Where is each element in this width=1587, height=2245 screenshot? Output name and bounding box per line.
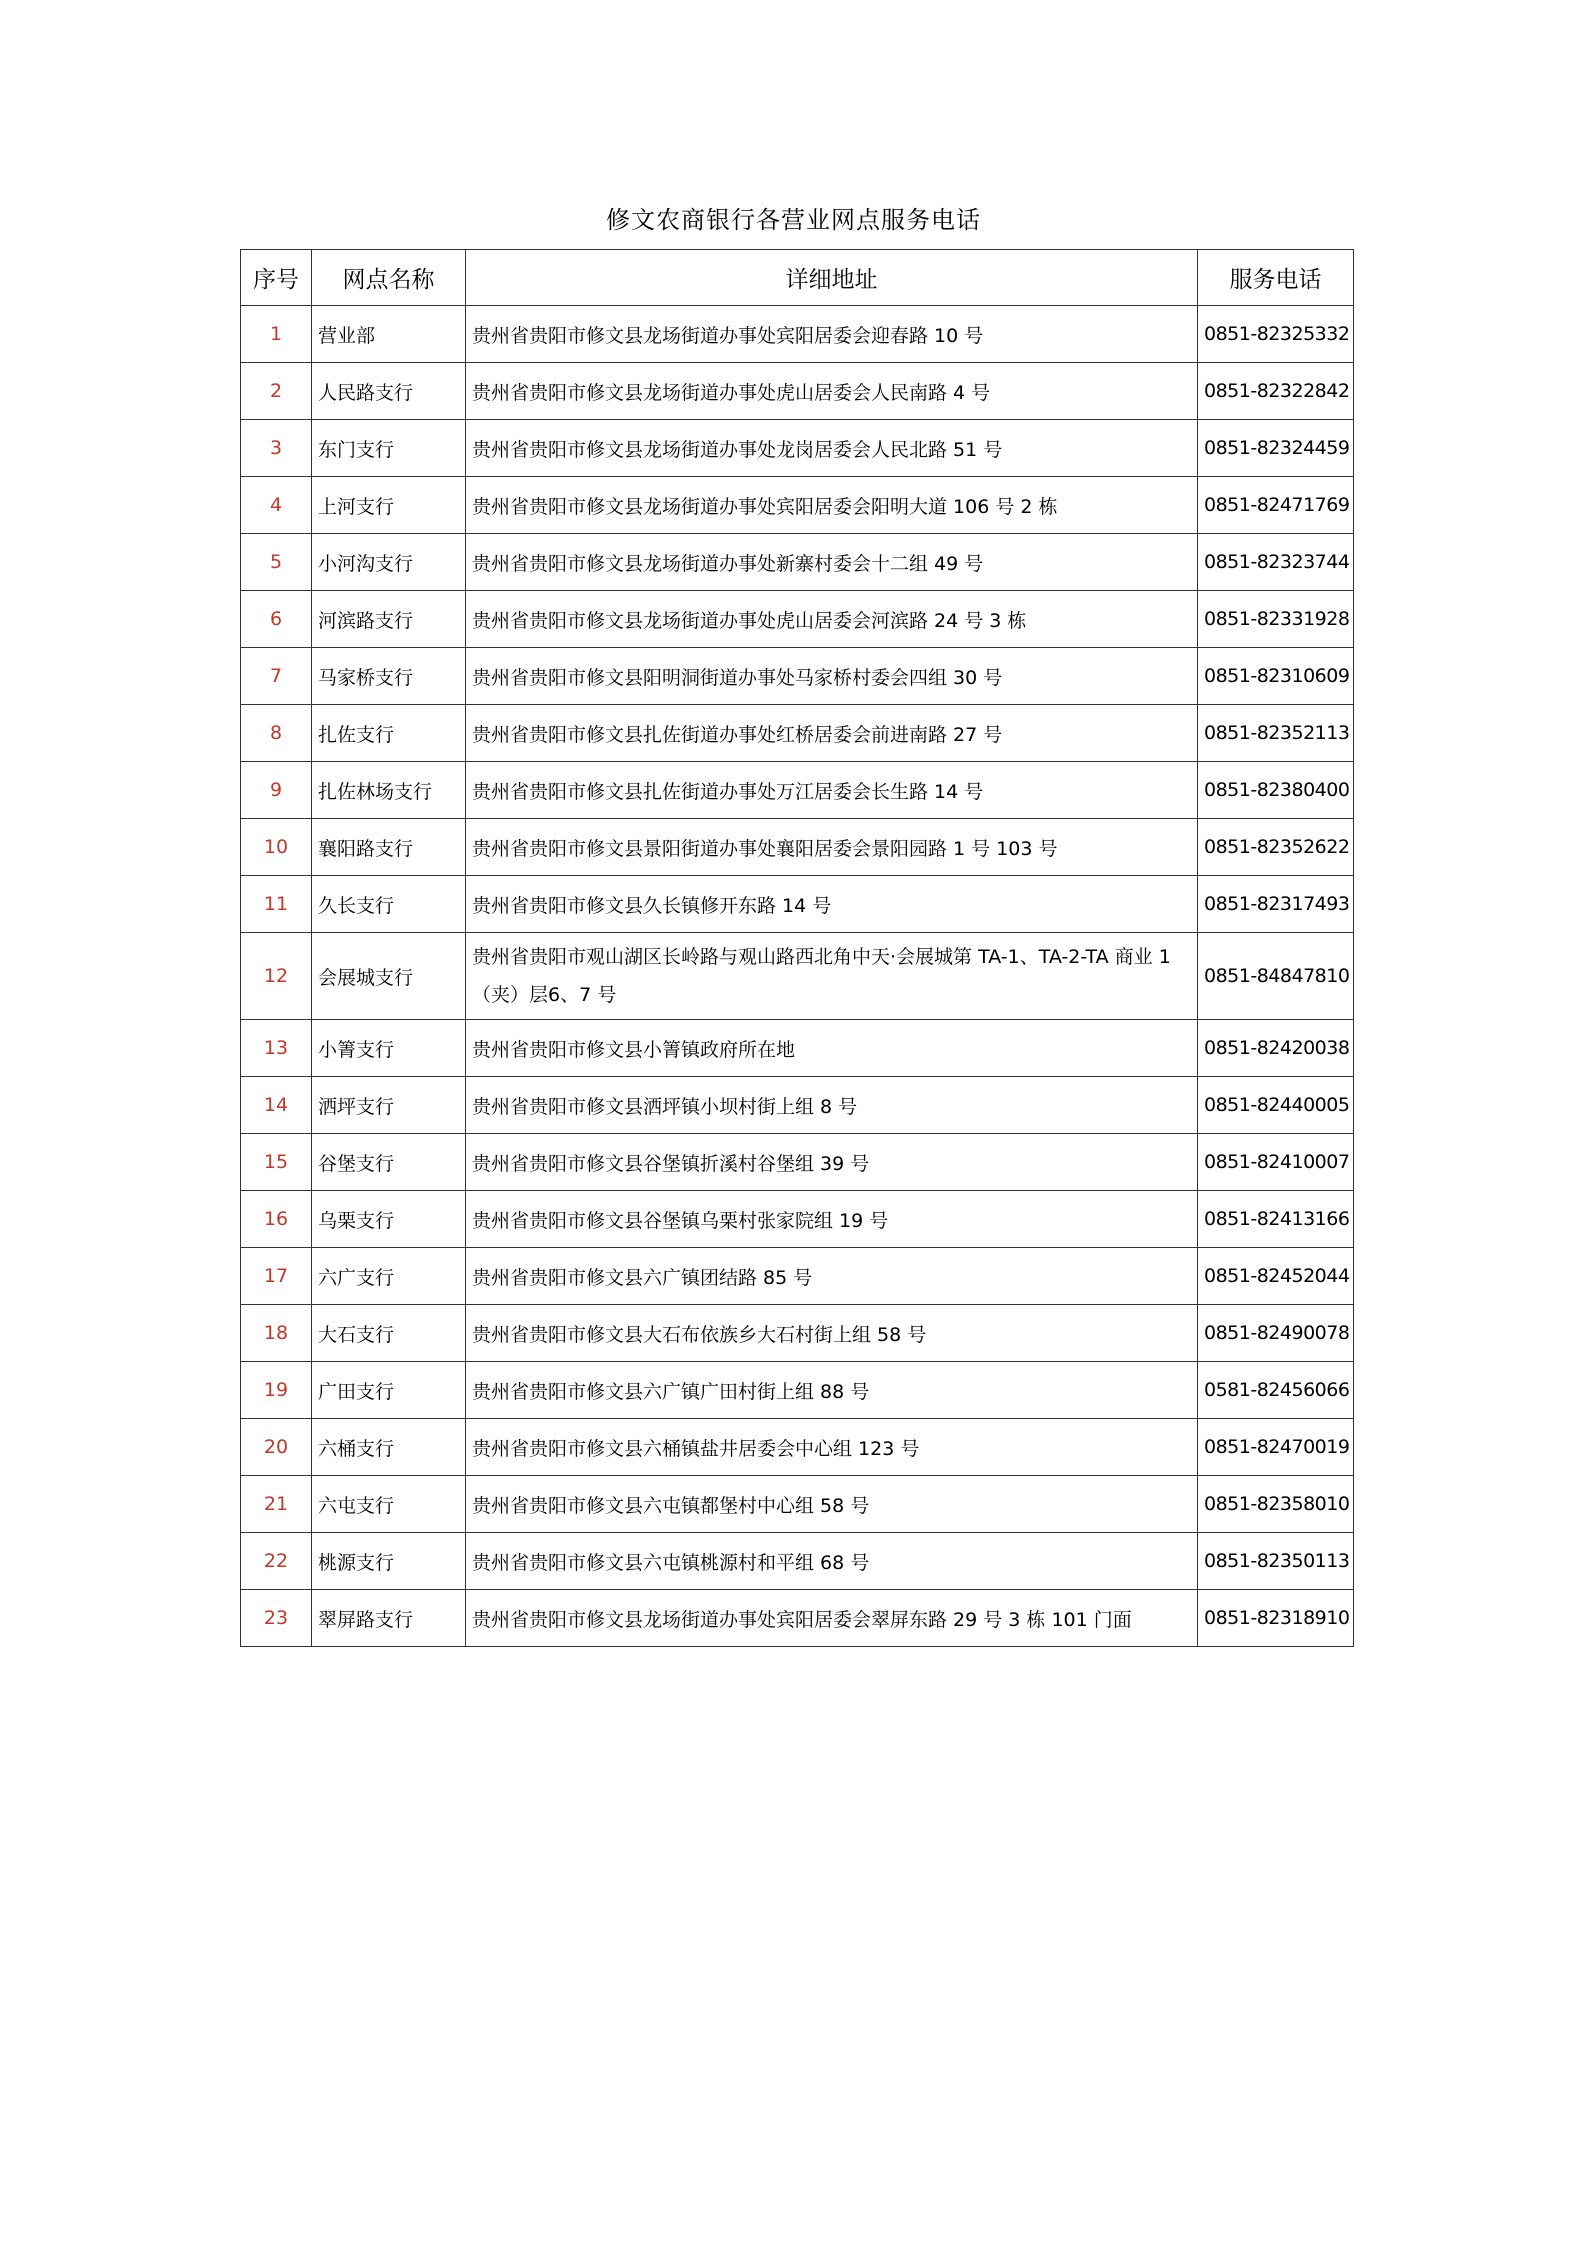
table-row (241, 1191, 1354, 1248)
row-serial-number: 3 (241, 420, 312, 477)
row-serial-number: 1 (241, 306, 312, 363)
row-serial-number: 10 (241, 819, 312, 876)
row-branch-name: 襄阳路支行 (312, 819, 466, 876)
row-address: 贵州省贵阳市修文县久长镇修开东路 14 号 (466, 876, 1198, 933)
row-branch-name: 洒坪支行 (312, 1077, 466, 1134)
row-serial-number: 20 (241, 1419, 312, 1476)
row-branch-name: 六屯支行 (312, 1476, 466, 1533)
row-serial-number: 16 (241, 1191, 312, 1248)
row-branch-name: 久长支行 (312, 876, 466, 933)
row-phone: 0851-82324459 (1198, 420, 1354, 477)
table-row (241, 363, 1354, 420)
row-serial-number: 19 (241, 1362, 312, 1419)
table-row (241, 648, 1354, 705)
branch-phone-table (240, 249, 1354, 1647)
row-branch-name: 马家桥支行 (312, 648, 466, 705)
row-phone: 0851-84847810 (1198, 933, 1354, 1020)
table-row (241, 1362, 1354, 1419)
row-phone: 0851-82318910 (1198, 1590, 1354, 1647)
row-branch-name: 东门支行 (312, 420, 466, 477)
row-serial-number: 8 (241, 705, 312, 762)
row-phone: 0851-82410007 (1198, 1134, 1354, 1191)
row-branch-name: 乌栗支行 (312, 1191, 466, 1248)
row-phone: 0851-82331928 (1198, 591, 1354, 648)
row-branch-name: 上河支行 (312, 477, 466, 534)
row-address: 贵州省贵阳市修文县阳明洞街道办事处马家桥村委会四组 30 号 (466, 648, 1198, 705)
row-address: 贵州省贵阳市修文县龙场街道办事处宾阳居委会阳明大道 106 号 2 栋 (466, 477, 1198, 534)
row-branch-name: 广田支行 (312, 1362, 466, 1419)
header-address: 详细地址 (466, 250, 1198, 306)
row-address: 贵州省贵阳市修文县小箐镇政府所在地 (466, 1020, 1198, 1077)
header-branch-name: 网点名称 (312, 250, 466, 306)
row-serial-number: 22 (241, 1533, 312, 1590)
row-phone: 0851-82322842 (1198, 363, 1354, 420)
table-row (241, 1533, 1354, 1590)
table-row (241, 1248, 1354, 1305)
row-serial-number: 15 (241, 1134, 312, 1191)
row-serial-number: 23 (241, 1590, 312, 1647)
row-serial-number: 6 (241, 591, 312, 648)
row-serial-number: 13 (241, 1020, 312, 1077)
row-phone: 0851-82358010 (1198, 1476, 1354, 1533)
row-serial-number: 12 (241, 933, 312, 1020)
table-row (241, 1476, 1354, 1533)
row-branch-name: 小河沟支行 (312, 534, 466, 591)
row-serial-number: 14 (241, 1077, 312, 1134)
row-serial-number: 11 (241, 876, 312, 933)
header-serial-number: 序号 (241, 250, 312, 306)
row-serial-number: 17 (241, 1248, 312, 1305)
row-branch-name: 翠屏路支行 (312, 1590, 466, 1647)
row-address: 贵州省贵阳市修文县龙场街道办事处宾阳居委会翠屏东路 29 号 3 栋 101 门面 (466, 1590, 1198, 1647)
row-address: 贵州省贵阳市修文县谷堡镇折溪村谷堡组 39 号 (466, 1134, 1198, 1191)
row-serial-number: 2 (241, 363, 312, 420)
table-row (241, 933, 1354, 1020)
table-row (241, 1590, 1354, 1647)
row-phone: 0851-82440005 (1198, 1077, 1354, 1134)
document-title: 修文农商银行各营业网点服务电话 (606, 206, 981, 234)
row-branch-name: 扎佐林场支行 (312, 762, 466, 819)
row-serial-number: 21 (241, 1476, 312, 1533)
table-row (241, 705, 1354, 762)
row-address: 贵州省贵阳市修文县大石布依族乡大石村街上组 58 号 (466, 1305, 1198, 1362)
row-address: 贵州省贵阳市修文县洒坪镇小坝村街上组 8 号 (466, 1077, 1198, 1134)
row-address: 贵州省贵阳市修文县龙场街道办事处龙岗居委会人民北路 51 号 (466, 420, 1198, 477)
row-branch-name: 桃源支行 (312, 1533, 466, 1590)
table-row (241, 1134, 1354, 1191)
row-address: 贵州省贵阳市修文县六桶镇盐井居委会中心组 123 号 (466, 1419, 1198, 1476)
row-address: 贵州省贵阳市修文县扎佐街道办事处红桥居委会前进南路 27 号 (466, 705, 1198, 762)
row-phone: 0851-82325332 (1198, 306, 1354, 363)
row-phone: 0851-82380400 (1198, 762, 1354, 819)
row-address: 贵州省贵阳市修文县谷堡镇乌栗村张家院组 19 号 (466, 1191, 1198, 1248)
table-row (241, 819, 1354, 876)
row-serial-number: 5 (241, 534, 312, 591)
row-serial-number: 7 (241, 648, 312, 705)
row-address: 贵州省贵阳市修文县龙场街道办事处虎山居委会人民南路 4 号 (466, 363, 1198, 420)
row-address: 贵州省贵阳市修文县扎佐街道办事处万江居委会长生路 14 号 (466, 762, 1198, 819)
row-branch-name: 谷堡支行 (312, 1134, 466, 1191)
table-row (241, 1305, 1354, 1362)
table-row (241, 1077, 1354, 1134)
row-phone: 0851-82452044 (1198, 1248, 1354, 1305)
row-address: 贵州省贵阳市观山湖区长岭路与观山路西北角中天·会展城第 TA-1、TA-2-TA 商业 1（夹）层6、7 号 (466, 933, 1198, 1020)
row-phone: 0851-82470019 (1198, 1419, 1354, 1476)
row-address: 贵州省贵阳市修文县六屯镇都堡村中心组 58 号 (466, 1476, 1198, 1533)
header-phone: 服务电话 (1198, 250, 1354, 306)
row-branch-name: 六广支行 (312, 1248, 466, 1305)
table-row (241, 591, 1354, 648)
table-row (241, 420, 1354, 477)
row-serial-number: 9 (241, 762, 312, 819)
row-branch-name: 河滨路支行 (312, 591, 466, 648)
row-phone: 0851-82471769 (1198, 477, 1354, 534)
row-address: 贵州省贵阳市修文县六屯镇桃源村和平组 68 号 (466, 1533, 1198, 1590)
table-row (241, 1020, 1354, 1077)
row-address: 贵州省贵阳市修文县龙场街道办事处宾阳居委会迎春路 10 号 (466, 306, 1198, 363)
table-row (241, 534, 1354, 591)
row-branch-name: 人民路支行 (312, 363, 466, 420)
row-branch-name: 扎佐支行 (312, 705, 466, 762)
row-address: 贵州省贵阳市修文县景阳街道办事处襄阳居委会景阳园路 1 号 103 号 (466, 819, 1198, 876)
row-phone: 0851-82317493 (1198, 876, 1354, 933)
row-phone: 0851-82323744 (1198, 534, 1354, 591)
table-row (241, 762, 1354, 819)
row-serial-number: 18 (241, 1305, 312, 1362)
row-phone: 0851-82352113 (1198, 705, 1354, 762)
row-phone: 0851-82490078 (1198, 1305, 1354, 1362)
row-address: 贵州省贵阳市修文县六广镇广田村街上组 88 号 (466, 1362, 1198, 1419)
row-phone: 0851-82350113 (1198, 1533, 1354, 1590)
row-branch-name: 会展城支行 (312, 933, 466, 1020)
row-serial-number: 4 (241, 477, 312, 534)
row-phone: 0851-82352622 (1198, 819, 1354, 876)
table-row (241, 1419, 1354, 1476)
table-row (241, 306, 1354, 363)
row-phone: 0851-82420038 (1198, 1020, 1354, 1077)
row-branch-name: 大石支行 (312, 1305, 466, 1362)
row-branch-name: 营业部 (312, 306, 466, 363)
row-address: 贵州省贵阳市修文县龙场街道办事处新寨村委会十二组 49 号 (466, 534, 1198, 591)
row-branch-name: 六桶支行 (312, 1419, 466, 1476)
row-phone: 0851-82310609 (1198, 648, 1354, 705)
row-branch-name: 小箐支行 (312, 1020, 466, 1077)
table-row (241, 477, 1354, 534)
row-phone: 0581-82456066 (1198, 1362, 1354, 1419)
row-phone: 0851-82413166 (1198, 1191, 1354, 1248)
table-header-row (241, 250, 1354, 306)
table-row (241, 876, 1354, 933)
row-address: 贵州省贵阳市修文县六广镇团结路 85 号 (466, 1248, 1198, 1305)
row-address: 贵州省贵阳市修文县龙场街道办事处虎山居委会河滨路 24 号 3 栋 (466, 591, 1198, 648)
